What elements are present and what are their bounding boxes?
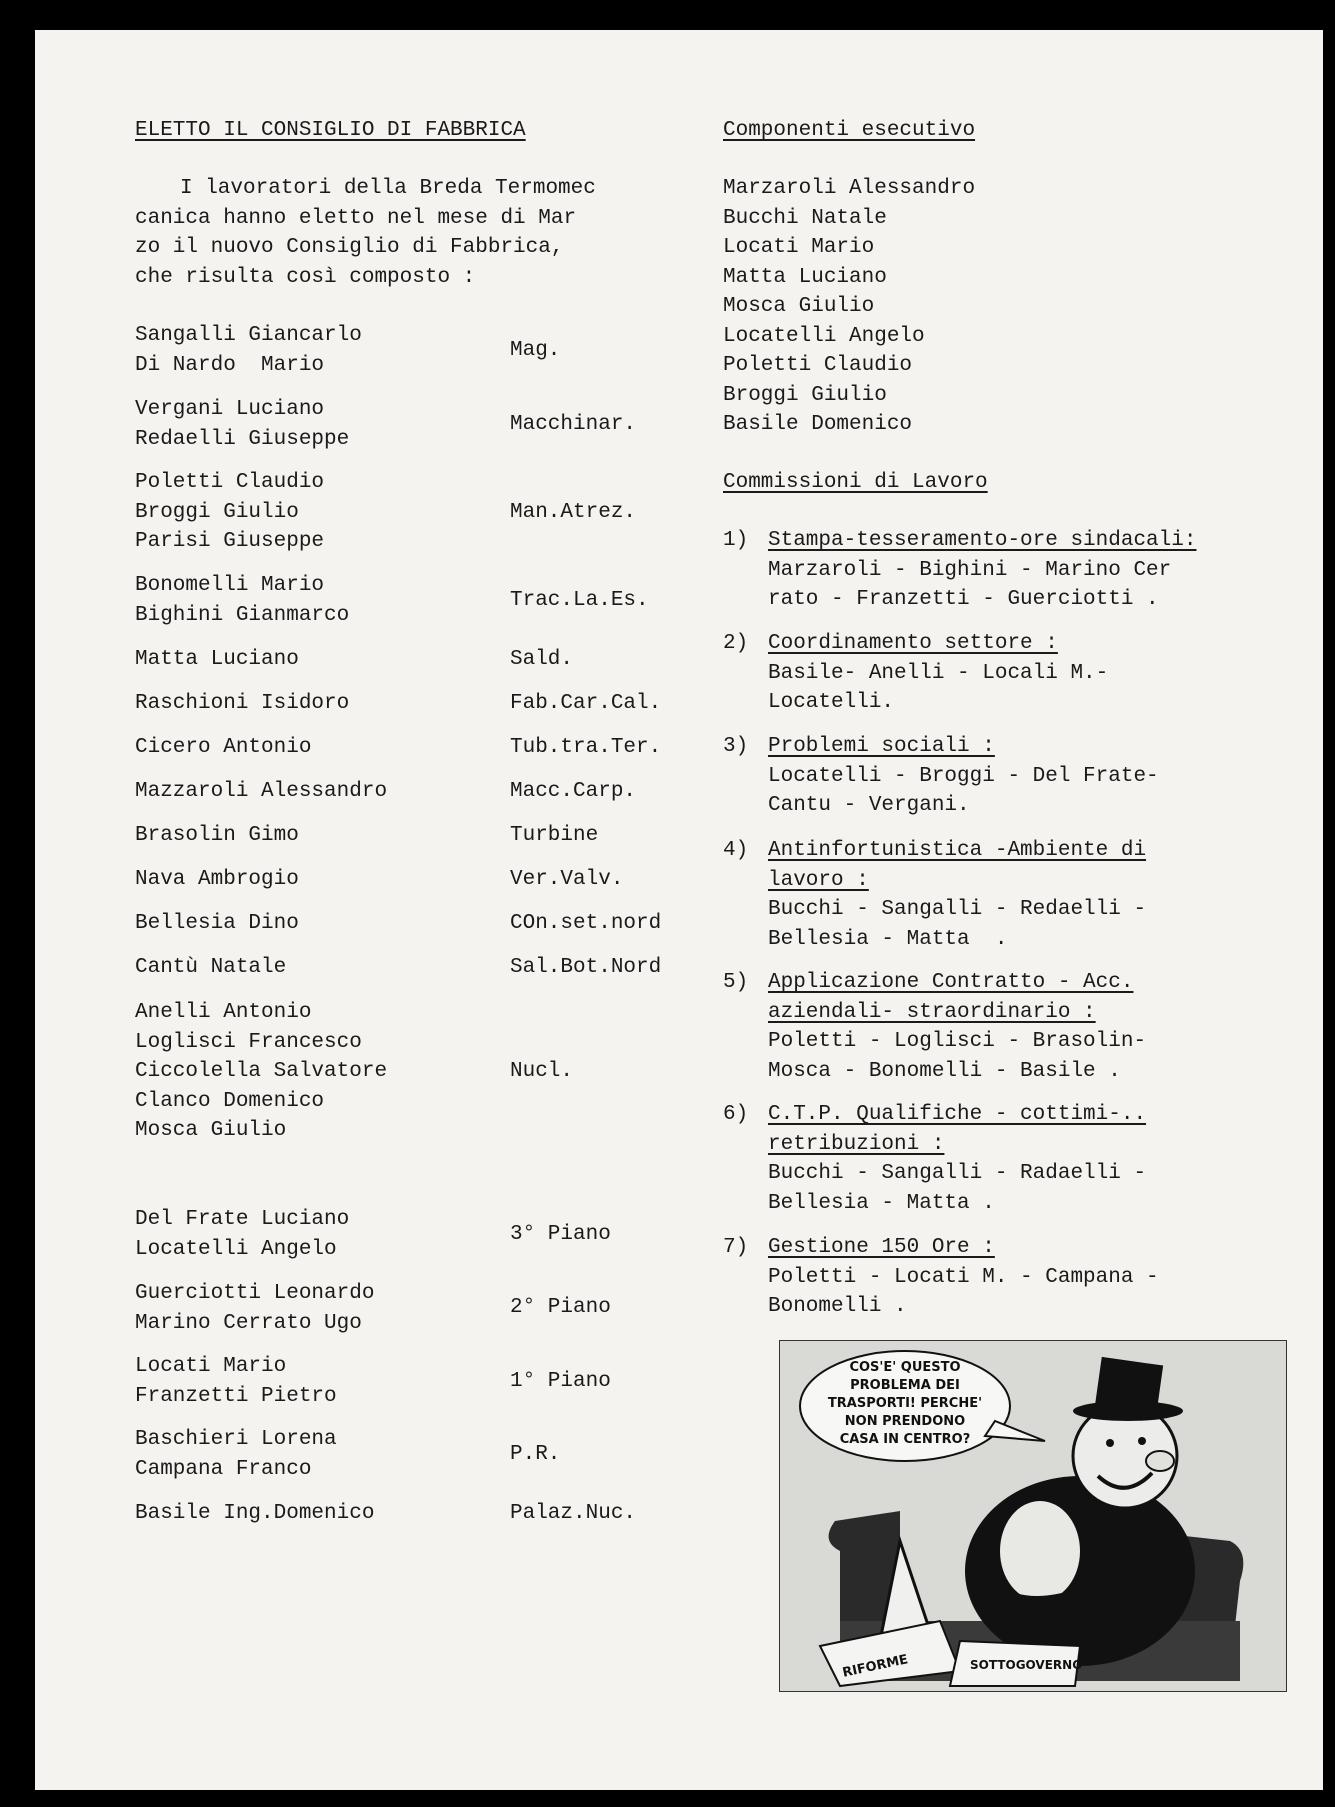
commission-number: 1): [723, 529, 749, 552]
commission-members: Basile- Anelli - Locali M.-: [768, 661, 1109, 685]
executive-member: Locati Mario: [723, 236, 875, 259]
member-name: Bonomelli Mario: [135, 574, 325, 597]
commission-members: Cantu - Vergani.: [768, 794, 970, 817]
executive-member: Marzaroli Alessandro: [723, 177, 976, 200]
department-code: Sald.: [510, 648, 574, 671]
executive-member: Mosca Giulio: [723, 295, 875, 318]
bubble-line: PROBLEMA DEI: [850, 1378, 960, 1393]
member-name: Franzetti Pietro: [135, 1384, 337, 1408]
commission-members: Bucchi - Sangalli - Radaelli -: [768, 1162, 1147, 1185]
bubble-line: COS'E' QUESTO: [849, 1360, 961, 1375]
member-name: Di Nardo Mario: [135, 353, 325, 377]
member-name: Cantù Natale: [135, 956, 287, 979]
department-code: Palaz.Nuc.: [510, 1502, 637, 1525]
department-code: COn.set.nord: [510, 912, 662, 935]
bubble-line: TRASPORTI! PERCHE': [827, 1396, 983, 1411]
commission-members: Bonomelli .: [768, 1295, 907, 1318]
commission-title: Antinfortunistica -Ambiente di: [768, 839, 1147, 862]
intro-line: che risulta così composto :: [135, 266, 476, 289]
member-name: Loglisci Francesco: [135, 1030, 362, 1054]
executive-member: Basile Domenico: [723, 413, 913, 436]
political-cartoon: [779, 1340, 1287, 1692]
department-code: P.R.: [510, 1443, 561, 1466]
department-code: Nucl.: [510, 1060, 574, 1083]
department-code: Macchinar.: [510, 413, 637, 436]
bubble-line: CASA IN CENTRO?: [839, 1432, 971, 1447]
commission-members: Locatelli - Broggi - Del Frate-: [768, 764, 1159, 788]
commission-title: retribuzioni :: [768, 1132, 945, 1156]
executive-member: Poletti Claudio: [723, 354, 913, 377]
department-code: Fab.Car.Cal.: [510, 692, 662, 715]
commission-members: Bucchi - Sangalli - Redaelli -: [768, 898, 1147, 921]
intro-line: zo il nuovo Consiglio di Fabbrica,: [135, 236, 564, 259]
member-name: Cicero Antonio: [135, 736, 312, 759]
member-name: Brasolin Gimo: [135, 824, 299, 847]
bubble-line: NON PRENDONO: [844, 1414, 966, 1429]
commissions-heading: Commissioni di Lavoro: [723, 471, 988, 494]
department-code: Macc.Carp.: [510, 780, 637, 803]
commission-title: Problemi sociali :: [768, 735, 995, 758]
member-name: Matta Luciano: [135, 648, 299, 671]
commission-members: Poletti - Locati M. - Campana -: [768, 1265, 1159, 1289]
member-name: Redaelli Giuseppe: [135, 427, 350, 451]
department-code: Man.Atrez.: [510, 501, 637, 524]
executive-member: Broggi Giulio: [723, 383, 887, 407]
commission-title: lavoro :: [768, 868, 869, 892]
executive-heading: Componenti esecutivo: [723, 119, 976, 142]
department-code: 3° Piano: [510, 1223, 611, 1246]
department-code: Tub.tra.Ter.: [510, 736, 662, 759]
label-riforme: RIFORME: [841, 1652, 910, 1681]
member-name: Broggi Giulio: [135, 500, 299, 524]
member-name: Sangalli Giancarlo: [135, 324, 362, 347]
executive-member: Matta Luciano: [723, 265, 887, 289]
member-name: Locatelli Angelo: [135, 1237, 337, 1261]
member-name: Campana Franco: [135, 1457, 312, 1481]
member-name: Del Frate Luciano: [135, 1208, 350, 1231]
department-code: Ver.Valv.: [510, 868, 624, 891]
executive-member: Locatelli Angelo: [723, 324, 925, 348]
department-code: Sal.Bot.Nord: [510, 956, 662, 979]
member-name: Vergani Luciano: [135, 398, 325, 421]
member-name: Baschieri Lorena: [135, 1428, 337, 1451]
label-sottogoverno: SOTTOGOVERNO: [970, 1658, 1083, 1672]
department-code: Turbine: [510, 824, 599, 847]
member-name: Guerciotti Leonardo: [135, 1282, 375, 1305]
commission-number: 5): [723, 971, 749, 994]
commission-title: Applicazione Contratto - Acc.: [768, 971, 1134, 994]
commission-number: 6): [723, 1103, 749, 1126]
commission-number: 2): [723, 632, 749, 655]
commission-number: 3): [723, 735, 749, 758]
commission-members: Marzaroli - Bighini - Marino Cer: [768, 558, 1172, 582]
commission-title: aziendali- straordinario :: [768, 1000, 1096, 1024]
document-page: [35, 30, 1323, 1790]
commission-title: Gestione 150 Ore :: [768, 1236, 995, 1259]
member-name: Basile Ing.Domenico: [135, 1502, 375, 1525]
member-name: Mazzaroli Alessandro: [135, 780, 388, 803]
executive-member: Bucchi Natale: [723, 206, 887, 230]
member-name: Anelli Antonio: [135, 1001, 312, 1024]
intro-line: canica hanno eletto nel mese di Mar: [135, 207, 577, 230]
commission-members: Poletti - Loglisci - Brasolin-: [768, 1030, 1147, 1053]
cartoon-illustration: [780, 1341, 1286, 1691]
member-name: Bighini Gianmarco: [135, 603, 350, 627]
department-code: 2° Piano: [510, 1296, 611, 1319]
commission-members: Bellesia - Matta .: [768, 927, 1008, 951]
member-name: Locati Mario: [135, 1355, 287, 1378]
member-name: Ciccolella Salvatore: [135, 1060, 388, 1083]
member-name: Clanco Domenico: [135, 1089, 325, 1113]
commission-number: 4): [723, 839, 749, 862]
commission-title: C.T.P. Qualifiche - cottimi-..: [768, 1103, 1147, 1126]
commission-members: rato - Franzetti - Guerciotti .: [768, 588, 1159, 611]
commission-title: Stampa-tesseramento-ore sindacali:: [768, 529, 1197, 552]
member-name: Nava Ambrogio: [135, 868, 299, 891]
member-name: Marino Cerrato Ugo: [135, 1311, 362, 1335]
commission-title: Coordinamento settore :: [768, 632, 1058, 655]
department-code: Mag.: [510, 339, 561, 362]
commission-members: Mosca - Bonomelli - Basile .: [768, 1059, 1121, 1083]
member-name: Mosca Giulio: [135, 1119, 287, 1142]
department-code: 1° Piano: [510, 1370, 611, 1393]
member-name: Bellesia Dino: [135, 912, 299, 935]
commission-members: Locatelli.: [768, 691, 895, 714]
member-name: Parisi Giuseppe: [135, 530, 325, 553]
department-code: Trac.La.Es.: [510, 589, 649, 612]
member-name: Poletti Claudio: [135, 471, 325, 494]
intro-line: I lavoratori della Breda Termomec: [180, 177, 596, 200]
commission-number: 7): [723, 1236, 749, 1259]
page-title: ELETTO IL CONSIGLIO DI FABBRICA: [135, 119, 526, 142]
member-name: Raschioni Isidoro: [135, 692, 350, 715]
commission-members: Bellesia - Matta .: [768, 1191, 995, 1215]
